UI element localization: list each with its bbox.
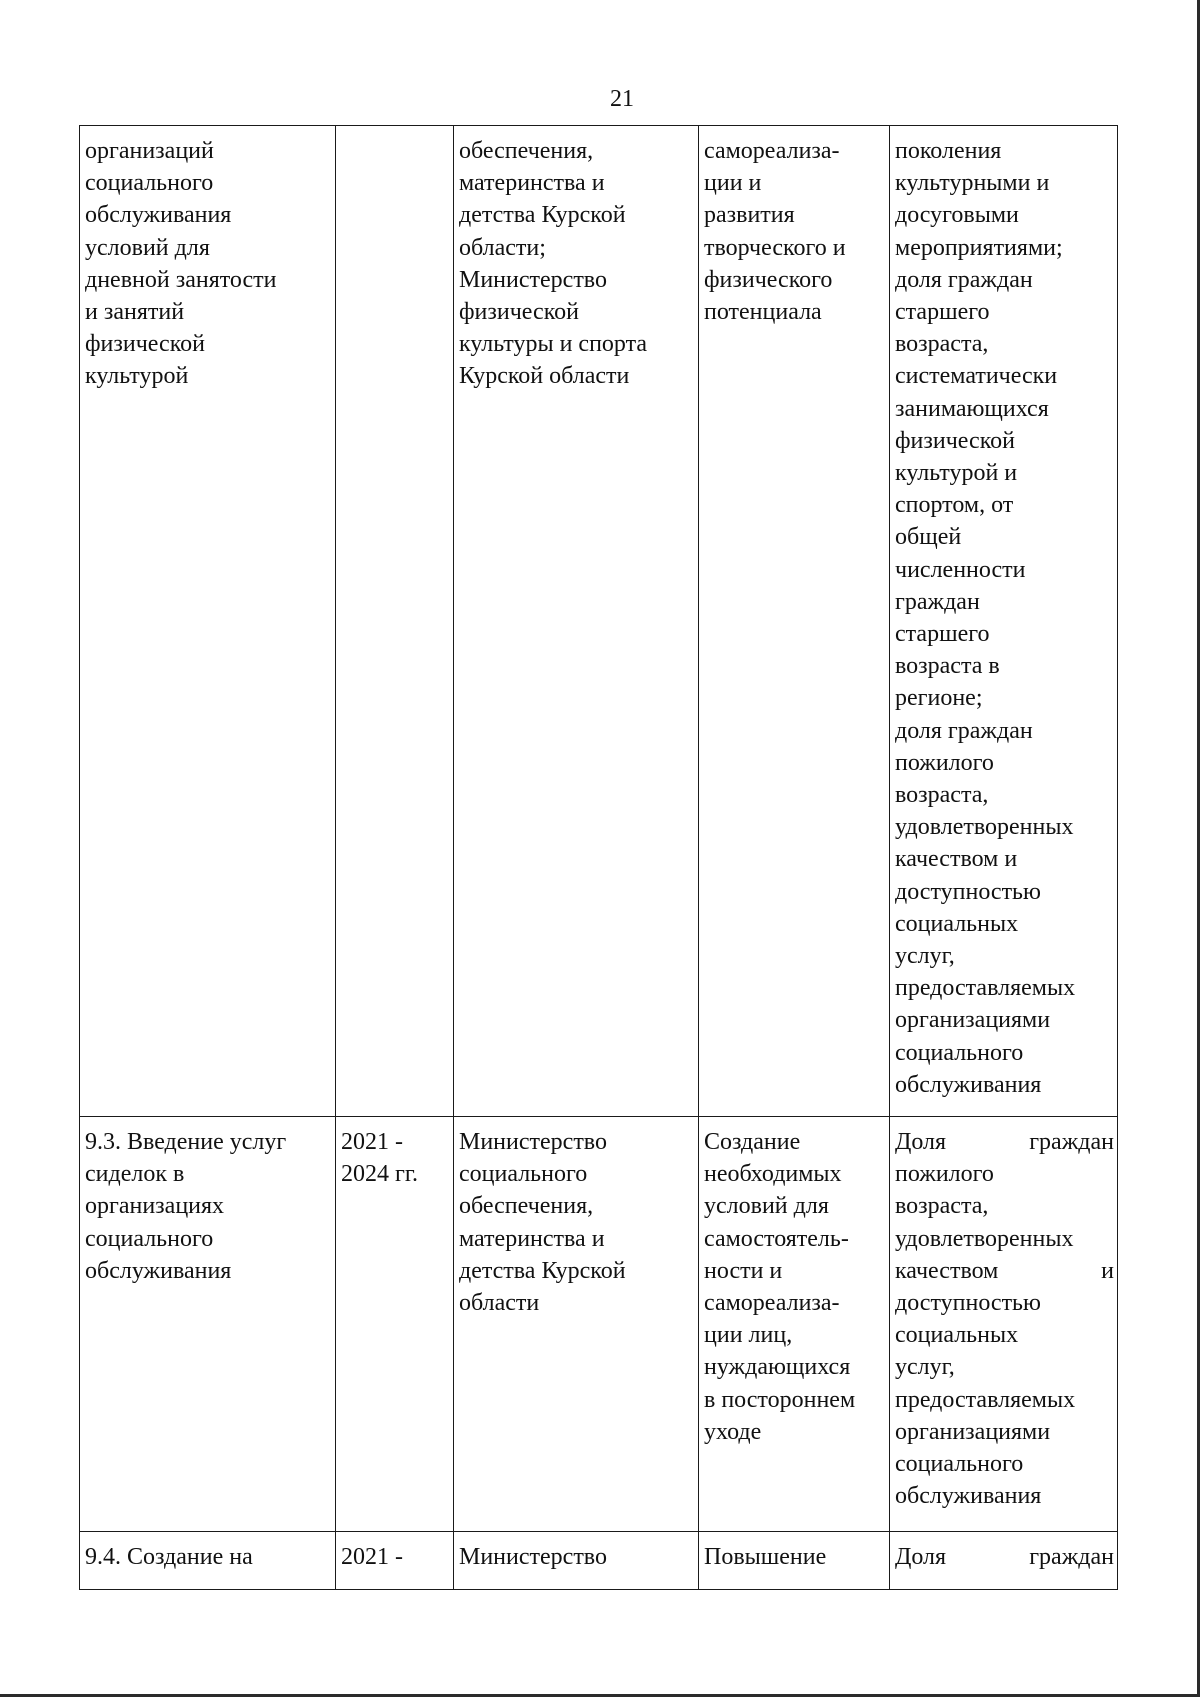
table-row — [80, 126, 1118, 1117]
cell-text-line: сиделок в — [85, 1161, 185, 1188]
cell-text-line: социальных — [895, 1322, 1019, 1349]
cell-measure — [80, 1532, 336, 1590]
cell-text-line: старшего — [895, 299, 990, 326]
cell-text-line: Курской области — [459, 363, 630, 390]
cell-period — [336, 1117, 454, 1532]
cell-text-line: детства Курской — [459, 202, 626, 229]
cell-text-line: занимающихся — [895, 395, 1049, 422]
cell-text-line: Министерство — [459, 1129, 607, 1155]
cell-text-line: социальных — [895, 910, 1019, 937]
cell-text-line: материнства и — [459, 170, 605, 197]
cell-text-line: творческого и — [704, 234, 846, 261]
cell-text-line: 2021 - — [341, 1544, 403, 1570]
cell-text-line: граждан — [895, 588, 980, 615]
cell-text-line: обслуживания — [85, 1257, 232, 1284]
cell-text-line: обеспечения, — [459, 138, 594, 164]
cell-text-line: социального — [459, 1161, 588, 1188]
cell-text-line: численности — [895, 556, 1026, 583]
table-row — [80, 1532, 1118, 1590]
cell-text-line: и занятий — [85, 299, 185, 326]
cell-text-line: культурой — [85, 363, 189, 390]
cell-text-line: возраста, — [895, 1193, 989, 1220]
cell-text-line: самостоятель- — [704, 1225, 849, 1252]
cell-text-line: общей — [895, 524, 962, 551]
cell-text-line: 9.4. Создание на — [85, 1544, 253, 1570]
cell-text-line: обслуживания — [895, 1071, 1042, 1098]
cell-text-line: социального — [895, 1451, 1024, 1478]
cell-text-line: обслуживания — [895, 1483, 1042, 1510]
cell-text-line: культуры и спорта — [459, 331, 648, 358]
cell-text-line: детства Курской — [459, 1257, 626, 1284]
cell-text-line: нуждающихся — [704, 1354, 851, 1381]
cell-text-line: Повышение — [704, 1544, 827, 1570]
cell-text-line: физической — [459, 299, 579, 326]
cell-text-line: физической — [895, 427, 1015, 454]
cell-period — [336, 1532, 454, 1590]
cell-text-line: потенциала — [704, 299, 822, 326]
cell-text-line: систематически — [895, 363, 1058, 390]
cell-text-line: организациями — [895, 1418, 1051, 1445]
cell-text-line: доля граждан — [895, 266, 1033, 293]
cell-text-line: качеством и — [895, 846, 1018, 873]
cell-indicator — [890, 126, 1118, 1117]
cell-indicator — [890, 1117, 1118, 1532]
cell-text-line: досуговыми — [895, 202, 1019, 229]
cell-text-line: дневной занятости — [85, 266, 277, 293]
cell-text-line: удовлетворенных — [895, 1225, 1074, 1252]
cell-text-line: самореализа- — [704, 138, 840, 164]
cell-text-line: обслуживания — [85, 202, 232, 229]
cell-text-line: уходе — [704, 1418, 762, 1445]
cell-text-line: ции лиц, — [704, 1322, 793, 1349]
cell-executor — [454, 126, 699, 1117]
cell-text-line: 9.3. Введение услуг — [85, 1129, 287, 1155]
cell-period — [336, 126, 454, 1117]
cell-text-line: условий для — [704, 1193, 829, 1220]
cell-executor — [454, 1117, 699, 1532]
cell-executor — [454, 1532, 699, 1590]
cell-text-line: необходимых — [704, 1161, 842, 1188]
cell-text-line: удовлетворенных — [895, 814, 1074, 841]
cell-text-line: самореализа- — [704, 1290, 840, 1317]
cell-text-line: социального — [895, 1039, 1024, 1066]
measures-table — [79, 125, 1118, 1590]
cell-text-line: Доля граждан — [895, 1129, 1114, 1155]
cell-measure — [80, 126, 336, 1117]
cell-text-line: предоставляемых — [895, 1386, 1076, 1413]
cell-indicator — [890, 1532, 1118, 1590]
cell-text-line: качеством и — [895, 1257, 1114, 1284]
cell-text-line: условий для — [85, 234, 210, 261]
cell-text-line: Министерство — [459, 266, 607, 293]
cell-text-line: области; — [459, 234, 546, 261]
cell-text-line: развития — [704, 202, 795, 229]
cell-text-line: доступностью — [895, 1290, 1041, 1317]
cell-text-line: поколения — [895, 138, 1002, 164]
cell-text-line: организаций — [85, 138, 214, 164]
cell-text-line: культурой и — [895, 460, 1018, 487]
cell-text-line: доля граждан — [895, 717, 1033, 744]
cell-text-line: ции и — [704, 170, 762, 197]
cell-text-line: материнства и — [459, 1225, 605, 1252]
cell-result — [699, 126, 890, 1117]
cell-text-line: спортом, от — [895, 492, 1014, 519]
cell-text-line: физической — [85, 331, 205, 358]
cell-text-line: культурными и — [895, 170, 1050, 197]
cell-text-line: социального — [85, 170, 214, 197]
cell-result — [699, 1532, 890, 1590]
cell-text-line: 2021 - — [341, 1129, 403, 1155]
cell-text-line: регионе; — [895, 685, 983, 712]
cell-text-line: физического — [704, 266, 833, 293]
cell-text-line: организациях — [85, 1193, 225, 1220]
cell-text-line: социального — [85, 1225, 214, 1252]
cell-text-line: мероприятиями; — [895, 234, 1063, 261]
cell-text-line: предоставляемых — [895, 975, 1076, 1002]
cell-text-line: возраста, — [895, 331, 989, 358]
cell-text-line: возраста, — [895, 782, 989, 809]
cell-text-line: в постороннем — [704, 1386, 856, 1413]
cell-text-line: 2024 гг. — [341, 1161, 418, 1188]
cell-measure — [80, 1117, 336, 1532]
page-number: 21 — [610, 86, 634, 112]
cell-text-line: Создание — [704, 1129, 801, 1155]
cell-text-line: Министерство — [459, 1544, 607, 1570]
cell-text-line: области — [459, 1290, 540, 1317]
cell-text-line: доступностью — [895, 878, 1041, 905]
cell-text-line: обеспечения, — [459, 1193, 594, 1220]
cell-text-line: услуг, — [895, 943, 955, 970]
cell-result — [699, 1117, 890, 1532]
cell-text-line: услуг, — [895, 1354, 955, 1381]
cell-text-line: ности и — [704, 1257, 783, 1284]
cell-text-line: пожилого — [895, 1161, 994, 1188]
table-row — [80, 1117, 1118, 1532]
cell-text-line: пожилого — [895, 749, 994, 776]
cell-text-line: организациями — [895, 1007, 1051, 1034]
cell-text-line: старшего — [895, 621, 990, 648]
cell-text-line: Доля граждан — [895, 1544, 1114, 1570]
cell-text-line: возраста в — [895, 653, 1000, 680]
